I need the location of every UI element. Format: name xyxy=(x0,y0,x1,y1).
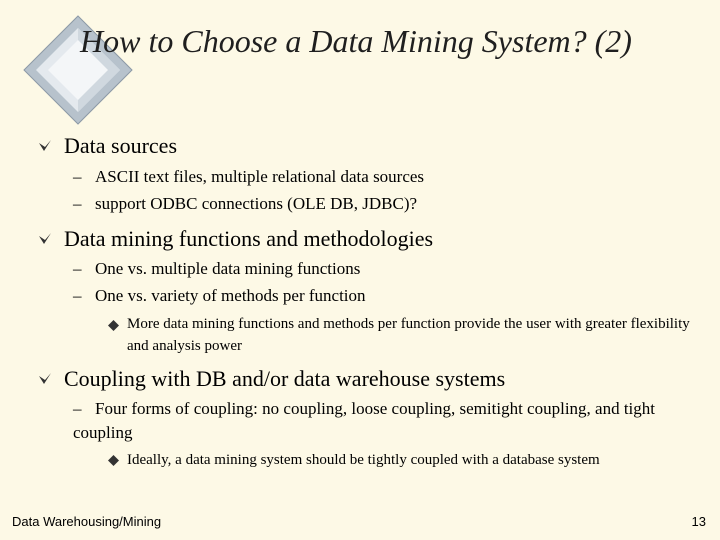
footer-course-title: Data Warehousing/Mining xyxy=(12,514,162,529)
page-number: 13 xyxy=(691,514,706,529)
section-heading-functions: Data mining functions and methodologies xyxy=(64,226,434,251)
diamond-bullet-icon xyxy=(108,320,119,331)
section-heading-data-sources: Data sources xyxy=(64,133,178,158)
checkmark-bullet-icon xyxy=(38,372,52,386)
sub-list-item: More data mining functions and methods per function provide the user with greater flexibility and analysis power xyxy=(127,316,690,354)
diamond-bullet-icon xyxy=(108,455,119,466)
checkmark-bullet-icon xyxy=(38,232,52,246)
list-item: – One vs. multiple data mining functions xyxy=(73,259,361,278)
list-item: – One vs. variety of methods per function xyxy=(73,286,366,305)
section-heading-coupling: Coupling with DB and/or data warehouse systems xyxy=(64,366,506,391)
list-item: – support ODBC connections (OLE DB, JDBC)? xyxy=(73,194,418,213)
sub-list-item: Ideally, a data mining system should be tightly coupled with a database system xyxy=(127,452,600,468)
list-item: – ASCII text files, multiple relational data sources xyxy=(73,167,425,186)
checkmark-bullet-icon xyxy=(38,139,52,153)
slide-title: How to Choose a Data Mining System? (2) xyxy=(80,23,632,59)
list-item: – Four forms of coupling: no coupling, loose coupling, semitight coupling, and tight coupling xyxy=(73,399,656,442)
